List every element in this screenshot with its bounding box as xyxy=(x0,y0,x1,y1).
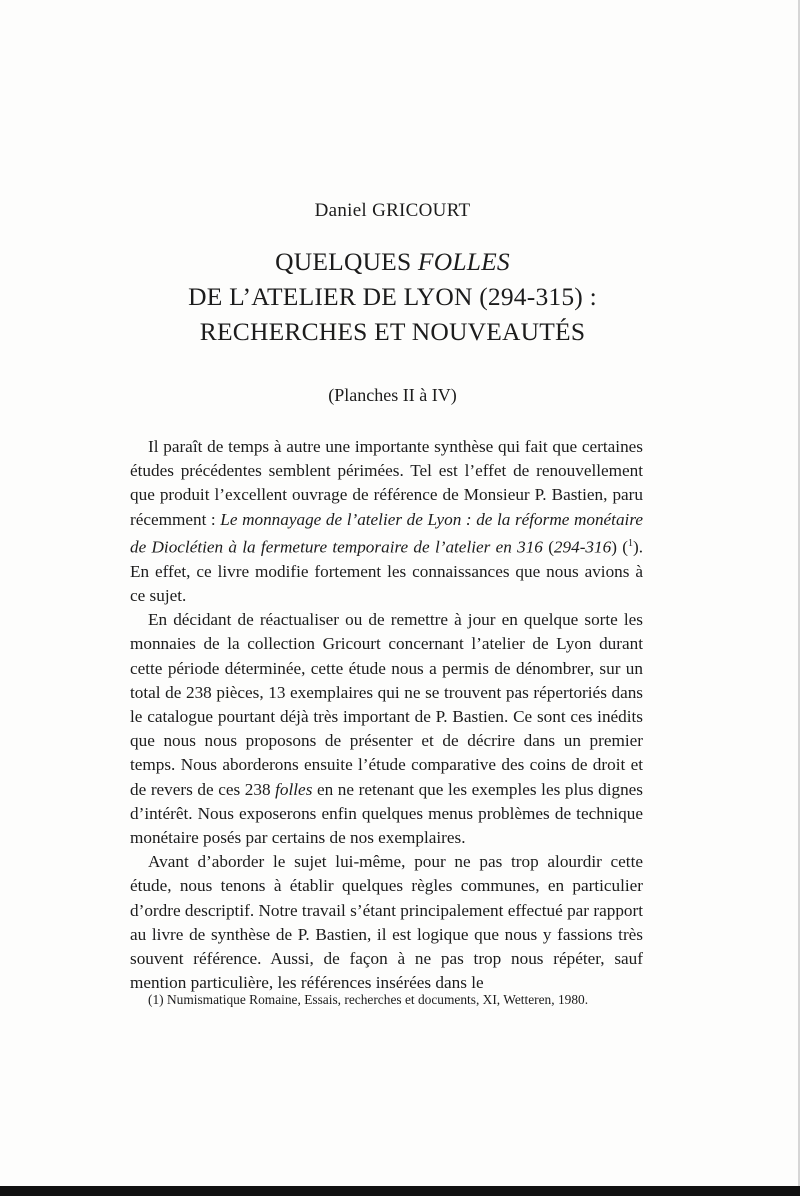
paragraph-2-text-b: en ne retenant que les exemples les plus dignes d’intérêt. Nous exposerons enfin quelques menus problèmes de technique monétaire posés par certains de nos exemplaires. xyxy=(130,779,643,847)
folles-italic: folles xyxy=(275,779,313,799)
footnotes xyxy=(130,990,643,1010)
title-line-3: RECHERCHES ET NOUVEAUTÉS xyxy=(199,317,586,346)
author-name xyxy=(0,200,785,222)
article-title xyxy=(0,244,785,349)
paragraph-1 xyxy=(130,435,643,608)
paragraph-1-text-d: ). En effet, ce livre modifie fortement les connaissances que nous avions à ce sujet. xyxy=(130,537,643,605)
title-line-1 xyxy=(0,244,785,279)
paragraph-3: Avant d’aborder le sujet lui-même, pour ne pas trop alourdir cette étude, nous tenons à établir quelques règles communes, en particulier d’ordre descriptif. Notre travail s’étant principalement effectué par rapport au livre de synthèse de P. Bastien, il est logique que nous y fassions très souvent référence. Aussi, de façon à ne pas trop nous répéter, sauf mention particulière, les références insérées dans le xyxy=(130,852,643,993)
paragraph-2 xyxy=(130,608,643,850)
footnote-1: (1) Numismatique Romaine, Essais, recherches et documents, XI, Wetteren, 1980. xyxy=(148,992,589,1007)
date-range-italic: 294-316 xyxy=(553,537,612,557)
body-text xyxy=(130,435,643,995)
paragraph-1-text-a: Il paraît de temps à autre une importante synthèse qui fait que certaines études précédentes semblent périmées. Tel est l’effet de renouvellement que produit l’excellent ouvrage de référence de Monsieur P. Bastien, paru récemment : xyxy=(130,437,643,529)
footnote-reference: 1 xyxy=(627,537,633,549)
title-line-1-prefix: QUELQUES xyxy=(275,247,418,276)
page-bottom-edge xyxy=(0,1186,800,1196)
paragraph-1-text-c: ) ( xyxy=(611,537,628,557)
author-first-name: Daniel xyxy=(314,200,373,221)
plates-reference: (Planches II à IV) xyxy=(328,385,457,405)
author-last-name: GRICOURT xyxy=(372,200,471,221)
title-line-2: DE L’ATELIER DE LYON (294-315) : xyxy=(188,282,597,311)
paragraph-2-text-a: En décidant de réactualiser ou de remettre à jour en quelque sorte les monnaies de la collection Gricourt concernant l’atelier de Lyon durant cette période déterminée, cette étude nous a permis de dénombrer, sur un total de 238 pièces, 13 exemplaires qui ne se trouvent pas répertoriés dans le catalogue pourtant déjà très important de P. Bastien. Ce sont ces inédits que nous nous proposons de présenter et de décrire dans un premier temps. Nous aborderons ensuite l’étude comparative des coins de droit et de revers de ces 238 xyxy=(130,610,643,799)
title-line-1-italic: FOLLES xyxy=(417,247,510,276)
book-title-italic: Le monnayage de l’atelier de Lyon : de la réforme monétaire de Dioclétien à la fermeture temporaire de l’atelier en 316 xyxy=(130,509,644,557)
paragraph-1-text-b: ( xyxy=(542,537,554,557)
